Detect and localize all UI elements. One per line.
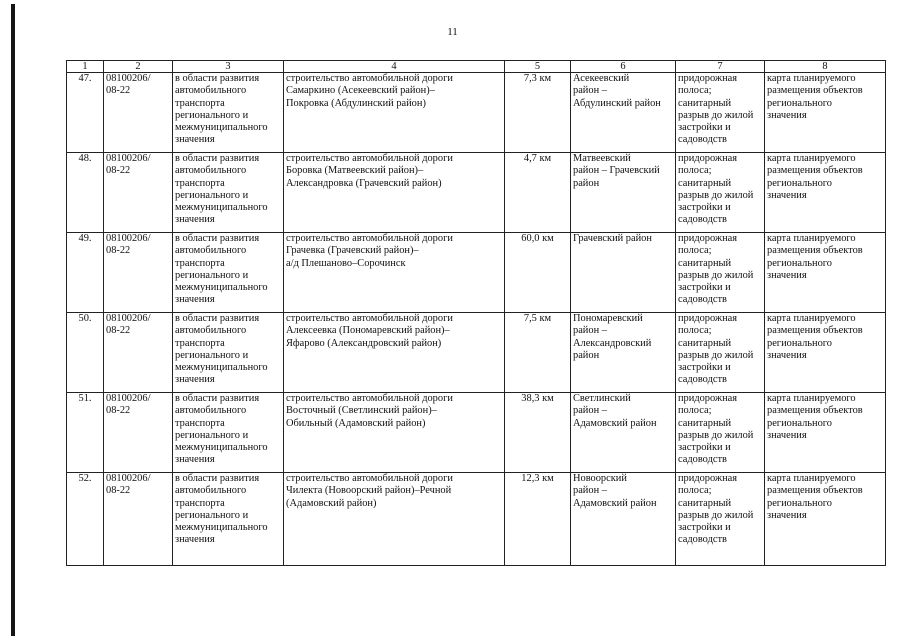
map-reference-line: значения bbox=[767, 189, 807, 201]
location-line: район – bbox=[573, 325, 607, 337]
row-number-cell: 47. bbox=[67, 73, 104, 153]
zone-line: придорожная bbox=[678, 153, 738, 164]
purpose-area-line: автомобильного bbox=[175, 85, 247, 97]
code-line: 08100206/ bbox=[106, 153, 151, 164]
map-reference-cell bbox=[765, 473, 886, 566]
zone-line: санитарный bbox=[678, 177, 732, 189]
map-reference-line: размещения объектов bbox=[767, 405, 863, 417]
object-name-cell bbox=[284, 313, 505, 393]
purpose-area-line: транспорта bbox=[175, 97, 225, 109]
column-header: 8 bbox=[765, 61, 886, 73]
zone-line: садоводств bbox=[678, 134, 727, 146]
object-name-line: Александровка (Грачевский район) bbox=[286, 177, 442, 189]
purpose-area-line: в области развития bbox=[175, 313, 260, 324]
zone-line: разрыв до жилой bbox=[678, 429, 754, 441]
object-name-cell bbox=[284, 73, 505, 153]
map-reference-line: регионального bbox=[767, 97, 832, 109]
location-line: Пономаревский bbox=[573, 313, 643, 324]
purpose-area-line: в области развития bbox=[175, 153, 260, 164]
purpose-area-cell bbox=[173, 73, 284, 153]
column-header: 2 bbox=[104, 61, 173, 73]
zone-cell bbox=[676, 393, 765, 473]
purpose-area-line: в области развития bbox=[175, 233, 260, 244]
purpose-area-line: значения bbox=[175, 374, 215, 386]
purpose-area-line: в области развития bbox=[175, 73, 260, 84]
location-line: Александровский bbox=[573, 337, 652, 349]
length-cell: 38,3 км bbox=[505, 393, 571, 473]
object-name-line: Покровка (Абдулинский район) bbox=[286, 97, 426, 109]
purpose-area-line: автомобильного bbox=[175, 245, 247, 257]
zone-line: придорожная bbox=[678, 393, 738, 404]
zone-line: разрыв до жилой bbox=[678, 509, 754, 521]
zone-line: застройки и bbox=[678, 442, 731, 454]
purpose-area-line: транспорта bbox=[175, 417, 225, 429]
table-row bbox=[67, 393, 886, 473]
object-name-line: строительство автомобильной дороги bbox=[286, 153, 453, 164]
map-reference-cell bbox=[765, 73, 886, 153]
zone-line: придорожная bbox=[678, 233, 738, 244]
purpose-area-line: автомобильного bbox=[175, 165, 247, 177]
purpose-area-line: межмуниципального bbox=[175, 122, 268, 134]
zone-line: застройки и bbox=[678, 202, 731, 214]
code-line: 08-22 bbox=[106, 485, 131, 497]
map-reference-line: карта планируемого bbox=[767, 153, 856, 164]
zone-line: застройки и bbox=[678, 522, 731, 534]
zone-line: полоса; bbox=[678, 85, 712, 97]
length-cell: 60,0 км bbox=[505, 233, 571, 313]
map-reference-line: значения bbox=[767, 269, 807, 281]
map-reference-line: карта планируемого bbox=[767, 313, 856, 324]
row-number-cell: 48. bbox=[67, 153, 104, 233]
purpose-area-line: значения bbox=[175, 294, 215, 306]
object-name-line: строительство автомобильной дороги bbox=[286, 313, 453, 324]
column-header: 5 bbox=[505, 61, 571, 73]
column-header: 6 bbox=[571, 61, 676, 73]
code-line: 08100206/ bbox=[106, 313, 151, 324]
object-name-line: Самаркино (Асекеевский район)– bbox=[286, 85, 435, 97]
purpose-area-line: значения bbox=[175, 534, 215, 546]
zone-line: садоводств bbox=[678, 534, 727, 546]
header-row bbox=[67, 61, 886, 73]
map-reference-line: регионального bbox=[767, 337, 832, 349]
column-header: 4 bbox=[284, 61, 505, 73]
location-line: Адамовский район bbox=[573, 497, 657, 509]
zone-line: санитарный bbox=[678, 337, 732, 349]
zone-line: застройки и bbox=[678, 122, 731, 134]
zone-cell bbox=[676, 233, 765, 313]
purpose-area-line: регионального и bbox=[175, 109, 249, 121]
code-cell bbox=[104, 393, 173, 473]
object-name-cell bbox=[284, 473, 505, 566]
object-name-line: Боровка (Матвеевский район)– bbox=[286, 165, 424, 177]
zone-line: придорожная bbox=[678, 473, 738, 484]
row-number-cell: 50. bbox=[67, 313, 104, 393]
location-line: район – bbox=[573, 405, 607, 417]
zone-line: полоса; bbox=[678, 245, 712, 257]
map-reference-line: размещения объектов bbox=[767, 165, 863, 177]
map-reference-line: размещения объектов bbox=[767, 325, 863, 337]
object-name-cell bbox=[284, 153, 505, 233]
purpose-area-line: в области развития bbox=[175, 393, 260, 404]
column-header: 7 bbox=[676, 61, 765, 73]
map-reference-line: значения bbox=[767, 509, 807, 521]
object-name-line: строительство автомобильной дороги bbox=[286, 473, 453, 484]
zone-line: придорожная bbox=[678, 313, 738, 324]
zone-line: санитарный bbox=[678, 257, 732, 269]
purpose-area-line: значения bbox=[175, 454, 215, 466]
location-line: Асекеевский bbox=[573, 73, 630, 84]
code-cell bbox=[104, 313, 173, 393]
location-line: Абдулинский район bbox=[573, 97, 661, 109]
location-cell bbox=[571, 73, 676, 153]
purpose-area-line: в области развития bbox=[175, 473, 260, 484]
purpose-area-line: межмуниципального bbox=[175, 442, 268, 454]
zone-line: застройки и bbox=[678, 362, 731, 374]
purpose-area-line: транспорта bbox=[175, 257, 225, 269]
location-line: Матвеевский bbox=[573, 153, 631, 164]
table-row bbox=[67, 313, 886, 393]
location-line: район bbox=[573, 177, 600, 189]
table-row bbox=[67, 73, 886, 153]
code-cell bbox=[104, 473, 173, 566]
code-cell bbox=[104, 73, 173, 153]
zone-line: садоводств bbox=[678, 214, 727, 226]
zone-line: санитарный bbox=[678, 417, 732, 429]
zone-line: санитарный bbox=[678, 497, 732, 509]
location-cell bbox=[571, 393, 676, 473]
page-number: 11 bbox=[447, 26, 458, 38]
code-cell bbox=[104, 233, 173, 313]
purpose-area-cell bbox=[173, 153, 284, 233]
table-row bbox=[67, 233, 886, 313]
purpose-area-line: автомобильного bbox=[175, 405, 247, 417]
column-header: 1 bbox=[67, 61, 104, 73]
zone-line: полоса; bbox=[678, 165, 712, 177]
location-line: Адамовский район bbox=[573, 417, 657, 429]
zone-line: застройки и bbox=[678, 282, 731, 294]
object-name-line: Яфарово (Александровский район) bbox=[286, 337, 442, 349]
zone-line: полоса; bbox=[678, 405, 712, 417]
map-reference-cell bbox=[765, 233, 886, 313]
purpose-area-cell bbox=[173, 233, 284, 313]
map-reference-line: регионального bbox=[767, 257, 832, 269]
zone-line: придорожная bbox=[678, 73, 738, 84]
zone-line: разрыв до жилой bbox=[678, 109, 754, 121]
zone-cell bbox=[676, 473, 765, 566]
code-line: 08-22 bbox=[106, 325, 131, 337]
object-name-line: строительство автомобильной дороги bbox=[286, 73, 453, 84]
object-name-line: (Адамовский район) bbox=[286, 497, 377, 509]
purpose-area-line: значения bbox=[175, 134, 215, 146]
purpose-area-cell bbox=[173, 473, 284, 566]
object-name-line: Чилекта (Новоорский район)–Речной bbox=[286, 485, 452, 497]
zone-line: садоводств bbox=[678, 374, 727, 386]
zone-line: санитарный bbox=[678, 97, 732, 109]
object-name-line: Обильный (Адамовский район) bbox=[286, 417, 426, 429]
binding-edge bbox=[11, 4, 15, 636]
purpose-area-line: межмуниципального bbox=[175, 362, 268, 374]
object-name-line: Грачевка (Грачевский район)– bbox=[286, 245, 419, 257]
column-header: 3 bbox=[173, 61, 284, 73]
zone-line: полоса; bbox=[678, 325, 712, 337]
map-reference-line: регионального bbox=[767, 497, 832, 509]
purpose-area-line: автомобильного bbox=[175, 485, 247, 497]
map-reference-line: размещения объектов bbox=[767, 85, 863, 97]
purpose-area-cell bbox=[173, 393, 284, 473]
map-reference-line: размещения объектов bbox=[767, 245, 863, 257]
zone-line: садоводств bbox=[678, 294, 727, 306]
length-cell: 7,3 км bbox=[505, 73, 571, 153]
object-name-line: строительство автомобильной дороги bbox=[286, 233, 453, 244]
purpose-area-line: регионального и bbox=[175, 269, 249, 281]
purpose-area-line: транспорта bbox=[175, 497, 225, 509]
location-line: Грачевский район bbox=[573, 233, 652, 244]
zone-line: садоводств bbox=[678, 454, 727, 466]
zone-line: полоса; bbox=[678, 485, 712, 497]
purpose-area-line: регионального и bbox=[175, 189, 249, 201]
zone-line: разрыв до жилой bbox=[678, 349, 754, 361]
map-reference-cell bbox=[765, 153, 886, 233]
purpose-area-line: межмуниципального bbox=[175, 202, 268, 214]
location-line: район – Грачевский bbox=[573, 165, 660, 177]
map-reference-line: значения bbox=[767, 429, 807, 441]
object-name-line: Алексеевка (Пономаревский район)– bbox=[286, 325, 450, 337]
purpose-area-line: регионального и bbox=[175, 349, 249, 361]
purpose-area-line: регионального и bbox=[175, 509, 249, 521]
map-reference-line: карта планируемого bbox=[767, 233, 856, 244]
purpose-area-line: регионального и bbox=[175, 429, 249, 441]
purpose-area-cell bbox=[173, 313, 284, 393]
map-reference-line: карта планируемого bbox=[767, 473, 856, 484]
code-line: 08-22 bbox=[106, 245, 131, 257]
zone-line: разрыв до жилой bbox=[678, 189, 754, 201]
code-line: 08100206/ bbox=[106, 73, 151, 84]
location-line: Светлинский bbox=[573, 393, 631, 404]
map-reference-line: карта планируемого bbox=[767, 73, 856, 84]
location-line: район – bbox=[573, 85, 607, 97]
objects-table bbox=[66, 60, 886, 566]
length-cell: 7,5 км bbox=[505, 313, 571, 393]
map-reference-line: карта планируемого bbox=[767, 393, 856, 404]
map-reference-line: значения bbox=[767, 109, 807, 121]
map-reference-line: регионального bbox=[767, 417, 832, 429]
zone-cell bbox=[676, 313, 765, 393]
object-name-cell bbox=[284, 393, 505, 473]
location-line: Новоорский bbox=[573, 473, 627, 484]
location-cell bbox=[571, 153, 676, 233]
table-row bbox=[67, 473, 886, 566]
object-name-line: Восточный (Светлинский район)– bbox=[286, 405, 437, 417]
code-line: 08100206/ bbox=[106, 393, 151, 404]
map-reference-cell bbox=[765, 393, 886, 473]
table-row bbox=[67, 153, 886, 233]
map-reference-line: размещения объектов bbox=[767, 485, 863, 497]
row-number-cell: 52. bbox=[67, 473, 104, 566]
code-line: 08-22 bbox=[106, 405, 131, 417]
code-cell bbox=[104, 153, 173, 233]
location-cell bbox=[571, 473, 676, 566]
purpose-area-line: межмуниципального bbox=[175, 282, 268, 294]
code-line: 08100206/ bbox=[106, 233, 151, 244]
location-line: район bbox=[573, 349, 600, 361]
purpose-area-line: межмуниципального bbox=[175, 522, 268, 534]
code-line: 08-22 bbox=[106, 85, 131, 97]
zone-line: разрыв до жилой bbox=[678, 269, 754, 281]
location-cell bbox=[571, 233, 676, 313]
zone-cell bbox=[676, 153, 765, 233]
purpose-area-line: автомобильного bbox=[175, 325, 247, 337]
purpose-area-line: транспорта bbox=[175, 337, 225, 349]
location-line: район – bbox=[573, 485, 607, 497]
length-cell: 12,3 км bbox=[505, 473, 571, 566]
code-line: 08100206/ bbox=[106, 473, 151, 484]
length-cell: 4,7 км bbox=[505, 153, 571, 233]
map-reference-line: регионального bbox=[767, 177, 832, 189]
purpose-area-line: транспорта bbox=[175, 177, 225, 189]
row-number-cell: 49. bbox=[67, 233, 104, 313]
purpose-area-line: значения bbox=[175, 214, 215, 226]
object-name-line: а/д Плешаново–Сорочинск bbox=[286, 257, 406, 269]
object-name-line: строительство автомобильной дороги bbox=[286, 393, 453, 404]
zone-cell bbox=[676, 73, 765, 153]
row-number-cell: 51. bbox=[67, 393, 104, 473]
map-reference-line: значения bbox=[767, 349, 807, 361]
code-line: 08-22 bbox=[106, 165, 131, 177]
map-reference-cell bbox=[765, 313, 886, 393]
location-cell bbox=[571, 313, 676, 393]
object-name-cell bbox=[284, 233, 505, 313]
